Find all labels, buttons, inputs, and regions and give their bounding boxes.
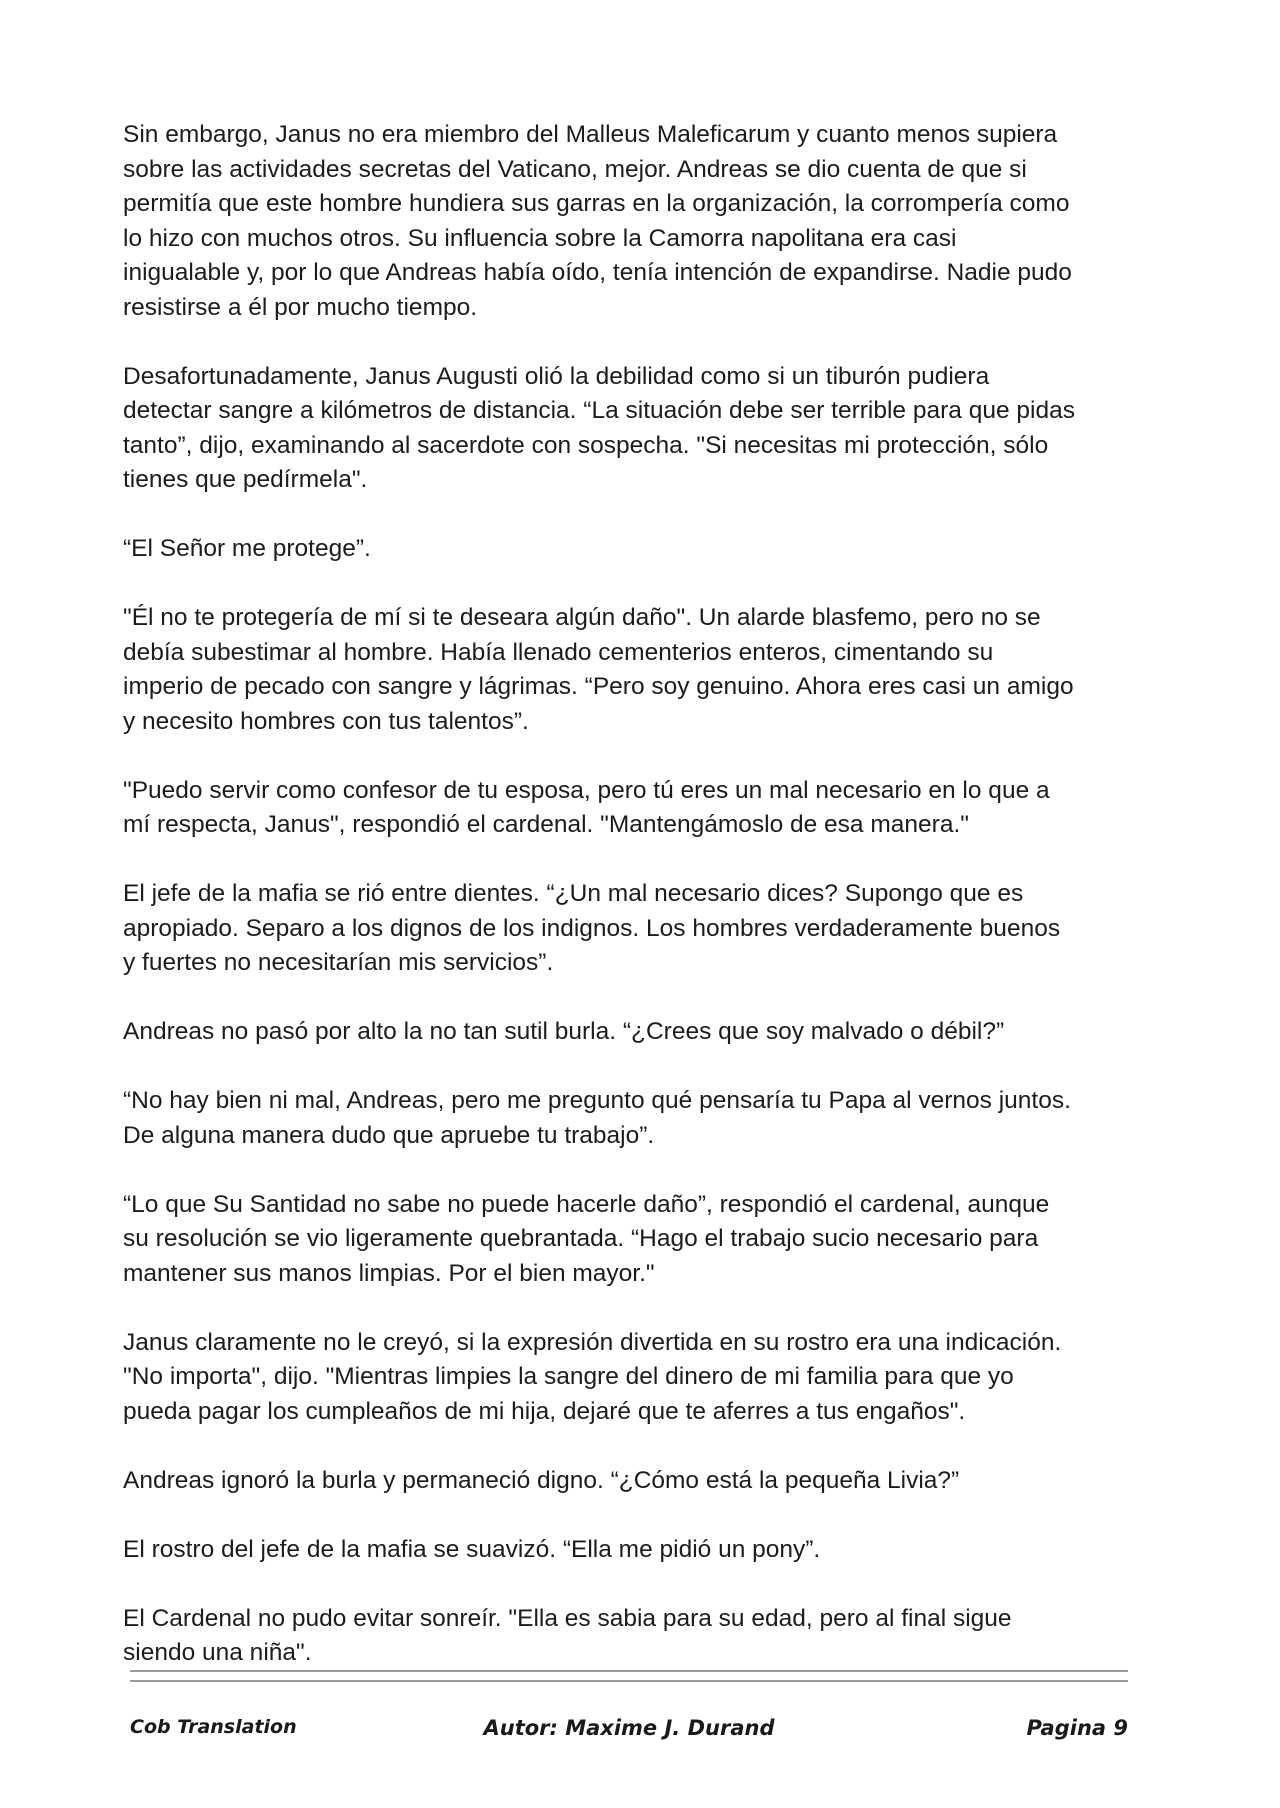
footer-translator: Cob Translation [130, 1716, 297, 1738]
paragraph: El jefe de la mafia se rió entre dientes. “¿Un mal necesario dices? Supongo que es apropiado. Separo a los dignos de los indignos. Los hombres verdaderamente buenos y fuertes no necesitarían mis servicios”. [123, 880, 1061, 976]
footer-divider-line-top [130, 1670, 1128, 1672]
paragraph: El rostro del jefe de la mafia se suavizó. “Ella me pidió un pony”. [123, 1535, 821, 1563]
paragraph: “Lo que Su Santidad no sabe no puede hacerle daño”, respondió el cardenal, aunque su resolución se vio ligeramente quebrantada. “Hago el trabajo sucio necesario para mantener sus manos limpias. Por el bien mayor." [123, 1190, 1050, 1287]
footer-divider-line-bottom [130, 1680, 1128, 1682]
paragraph: Janus claramente no le creyó, si la expresión divertida en su rostro era una indicación. "No importa", dijo. "Mientras limpies la sangre del dinero de mi familia para que yo pueda pagar los cumpleaños de mi hija, dejaré que te aferres a tus engaños". [123, 1328, 1062, 1425]
page-footer [130, 1716, 1128, 1748]
body-text [123, 118, 1139, 1705]
paragraph: "Él no te protegería de mí si te deseara algún daño". Un alarde blasfemo, pero no se debía subestimar al hombre. Había llenado cementerios enteros, cimentando su imperio de pecado con sangre y lágrimas. “Pero soy genuino. Ahora eres casi un amigo y necesito hombres con tus talentos”. [123, 604, 1074, 735]
paragraph: Andreas no pasó por alto la no tan sutil burla. “¿Crees que soy malvado o débil?” [123, 1018, 1005, 1045]
paragraph: “No hay bien ni mal, Andreas, pero me pregunto qué pensaría tu Papa al vernos juntos. De alguna manera dudo que apruebe tu trabajo”. [123, 1087, 1071, 1149]
footer-page-number: Pagina 9 [1026, 1716, 1128, 1740]
paragraph: El Cardenal no pudo evitar sonreír. "Ella es sabia para su edad, pero al final sigue siendo una niña". [123, 1604, 1012, 1666]
footer-divider [130, 1670, 1128, 1682]
footer-author: Autor: Maxime J. Durand [483, 1716, 775, 1740]
paragraph: Sin embargo, Janus no era miembro del Malleus Maleficarum y cuanto menos supiera sobre las actividades secretas del Vaticano, mejor. Andreas se dio cuenta de que si permitía que este hombre hundiera sus garras en la organización, la corrompería como lo hizo con muchos otros. Su influencia sobre la Camorra napolitana era casi inigualable y, por lo que Andreas había oído, tenía intención de expandirse. Nadie pudo resistirse a él por mucho tiempo. [123, 121, 1072, 321]
paragraph: "Puedo servir como confesor de tu esposa, pero tú eres un mal necesario en lo que a mí respecta, Janus", respondió el cardenal. "Mantengámoslo de esa manera." [123, 776, 1050, 838]
paragraph: Andreas ignoró la burla y permaneció digno. “¿Cómo está la pequeña Livia?” [123, 1466, 960, 1494]
paragraph: “El Señor me protege”. [123, 535, 371, 562]
paragraph: Desafortunadamente, Janus Augusti olió la debilidad como si un tiburón pudiera detectar sangre a kilómetros de distancia. “La situación debe ser terrible para que pidas tanto”, dijo, examinando al sacerdote con sospecha. "Si necesitas mi protección, sólo tienes que pedírmela". [123, 362, 1075, 493]
